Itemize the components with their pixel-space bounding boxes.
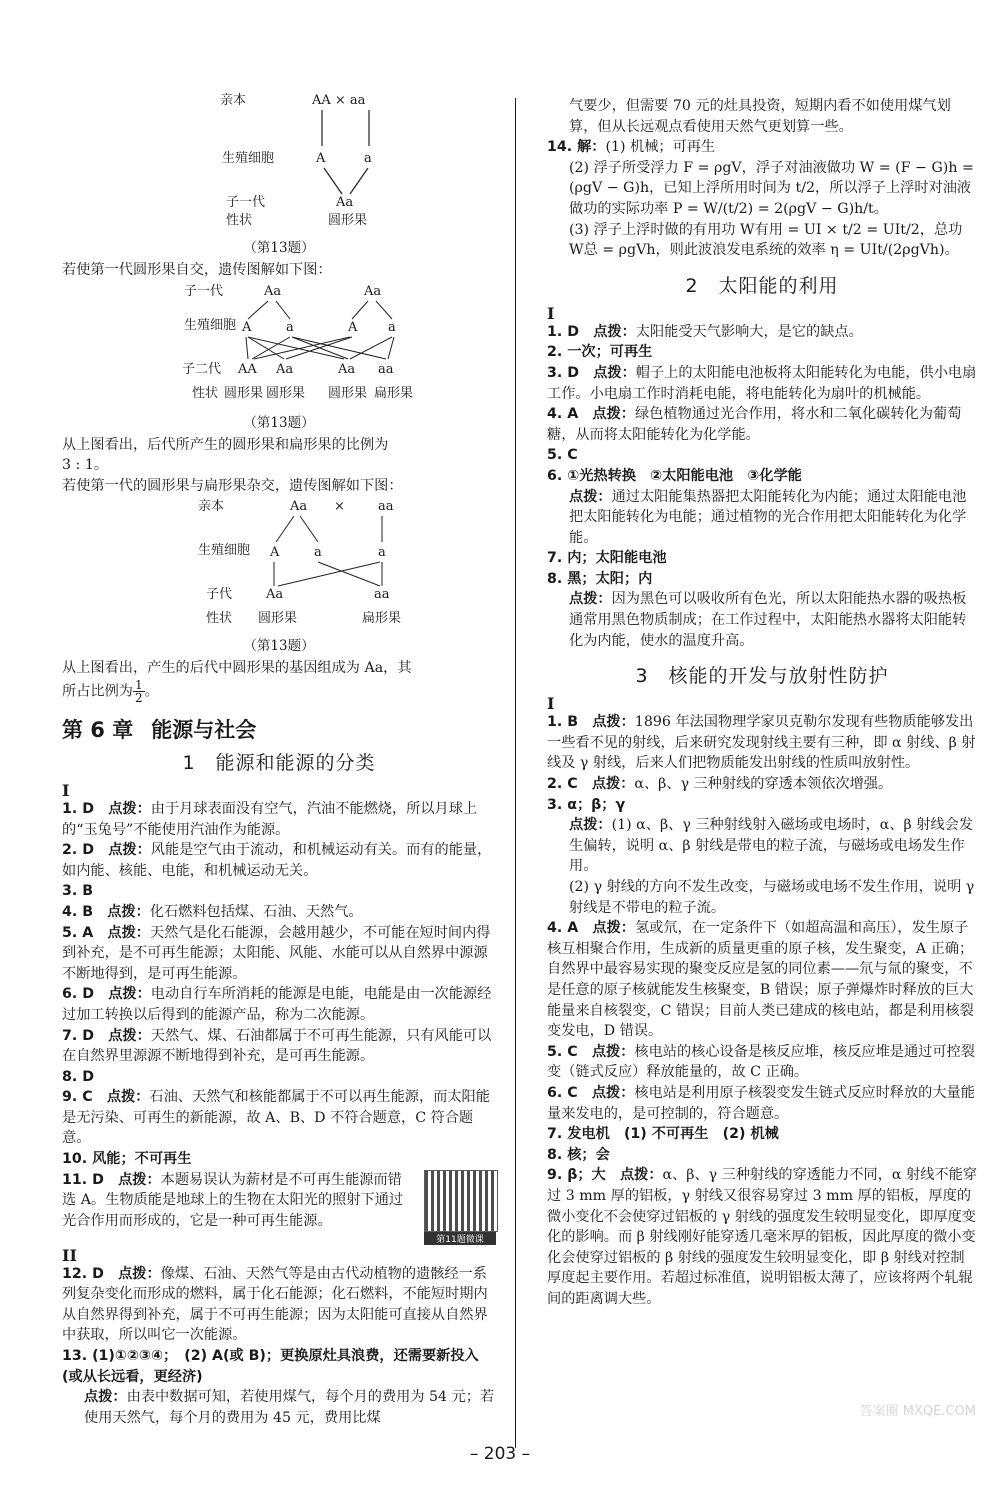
- genetic-diagram-2: [62, 281, 496, 411]
- page-number: – 203 –: [469, 1444, 531, 1464]
- d2-trait-0: 圆形果: [224, 385, 264, 401]
- answer-item: 6. ①光热转换 ②太阳能电池 ③化学能: [547, 467, 802, 484]
- text-4: 从上图看出，产生的后代中圆形果的基因组成为 Aa，其: [62, 660, 412, 677]
- d2-trait-1: 圆形果: [266, 385, 306, 401]
- answer-item: 4. A 点拨：氢或氘，在一定条件下（如超高温和高压），发生原子核互相聚合作用，生成新的质量更重的原子核，发生聚变，A 正确；自然界中最容易实现的聚变反应是氢的同位素——氘与氚的聚变，不是任意的原子核就能发生核聚变，B 错误；原子弹爆炸时释放的巨大能量来自核裂变，C 错误；目前人类已建成的核电站，都是利用核裂变发电，D 错误。: [547, 920, 974, 1040]
- section-3-answers: [547, 712, 977, 1309]
- answer-item: 9. β；大 点拨：α、β、γ 三种射线的穿透能力不同，α 射线不能穿过 3 mm 厚的铝板，γ 射线又很容易穿过 3 mm 厚的铝板，厚度的微小变化不会使穿过铝板的 γ 射线的强度发生较明显变化，即厚度变化的影响。而 β 射线刚好能穿透几毫米厚的铝板，因此厚度的微小变化会使穿过铝板的 β 射线的强度发生较明显变化，即 β 射线对控制厚度起主要作用。若超过标准值，说明铝板太薄了，应该将两个轧辊间的距离调大些。: [547, 1167, 977, 1307]
- d3-row-label-1: 生殖细胞: [198, 543, 251, 559]
- qr-code-label: 第11题微课: [424, 1232, 496, 1245]
- d3-row-label-3: 性状: [206, 611, 233, 627]
- frac-den: 2: [134, 690, 143, 705]
- answer-item: 6. D 点拨：电动自行车所消耗的能源是电能，电能是由一次能源经过加工转换以后得到的能源产品，称为二次能源。: [62, 986, 492, 1023]
- d1-row-label-1: 生殖细胞: [222, 151, 275, 166]
- d1-child: Aa: [336, 195, 354, 210]
- answer-item: 3. D 点拨：帽子上的太阳能电池板将太阳能转化为电能，供小电扇工作。小电扇工作时消耗电能，将电能转化为扇叶的机械能。: [547, 364, 977, 402]
- text-4b-prefix: 所占比例为: [62, 683, 133, 700]
- answer-item: 1. B 点拨：1896 年法国物理学家贝克勒尔发现有些物质能够发出一些看不见的射线，后来研究发现射线主要有三种，即 α 射线、β 射线及 γ 射线，后来人们把物质能发出射线的性质叫放射性。: [547, 714, 976, 772]
- d1-row-label-2: 子一代: [226, 195, 266, 210]
- answer-item: 8. D: [62, 1068, 94, 1085]
- answer-item: 1. D 点拨：由于月球表面没有空气，汽油不能燃烧，所以月球上的“玉兔号”不能使用汽油作为能源。: [62, 800, 478, 838]
- answer-item: 6. C 点拨：核电站是利用原子核裂变发生链式反应时释放的大量能量来发电的，是可控制的，符合题意。: [547, 1084, 975, 1122]
- d2-gamete-1: a: [286, 319, 294, 335]
- answer-item: 9. C 点拨：石油、天然气和核能都属于不可以再生能源，而太阳能是无污染、可再生的新能源，故 A、B、D 不符合题意，C 符合题意。: [62, 1089, 490, 1147]
- qr-code[interactable]: [424, 1170, 496, 1245]
- level-2-marker: II: [62, 1245, 77, 1265]
- d2-parent-1: Aa: [364, 283, 382, 299]
- answer-item: 2. 一次；可再生: [547, 344, 653, 361]
- answer-14-part-2: (2) 浮子所受浮力 F = ρgV，浮子对油液做功 W = (F − G)h = (ρgV − G)h，已知上浮所用时间为 t/2，所以浮子上浮时对油液做功的实际功率 P = W/(t/2) = 2(ρgV − G)h/t。: [569, 159, 974, 217]
- genetic-diagram-1: [62, 88, 496, 238]
- d3-gamete-0: A: [270, 545, 280, 561]
- answer-item: 7. D 点拨：天然气、煤、石油都属于不可再生能源，只有风能可以在自然界里源源不断地得到补充，是可再生能源。: [62, 1027, 492, 1065]
- d3-gamete-1: a: [314, 545, 322, 561]
- text-4b: [62, 679, 496, 704]
- d3-trait-0: 圆形果: [258, 611, 298, 627]
- d3-child-0: Aa: [266, 587, 284, 603]
- d2-row-label-3: 性状: [192, 385, 219, 401]
- level-1-marker-s2: I: [547, 303, 555, 323]
- d2-gamete-0: A: [242, 319, 252, 335]
- section-2-title: 2 太阳能的利用: [685, 274, 839, 297]
- answer-item: 4. A 点拨：绿色植物通过光合作用，将水和二氧化碳转化为葡萄糖，从而将太阳能转化为化学能。: [547, 406, 962, 443]
- answer-item: 12. D 点拨：像煤、石油、天然气等是由古代动植物的遗骸经一系列复杂变化而形成的燃料，属于化石能源；化石燃料，不能短时期内从自然界得到补充，属于不可再生能源；因为太阳能可直接从自然界中获取，所以叫它一次能源。: [62, 1265, 488, 1344]
- answer-item: 7. 发电机 (1) 不可再生 (2) 机械: [547, 1126, 779, 1143]
- genetic-diagram-3: [62, 496, 496, 634]
- d2-row-label-2: 子二代: [182, 361, 222, 377]
- d2-child-0: AA: [238, 361, 257, 377]
- answer-item: 5. C 点拨：核电站的核心设备是核反应堆，核反应堆是通过可控裂变（链式反应）释放能量的，故 C 正确。: [547, 1043, 975, 1081]
- chapter-title: 能源与社会: [151, 717, 257, 742]
- d1-trait: 圆形果: [328, 213, 368, 228]
- answer-item: 点拨：(1) α、β、γ 三种射线射入磁场或电场时，α、β 射线会发生偏转，说明 α、β 射线是带电的粒子流，与磁场或电场发生作用。: [569, 817, 974, 875]
- answer-item: 4. B 点拨：化石燃料包括煤、石油、天然气。: [62, 903, 363, 920]
- section-2-answers: [547, 322, 977, 652]
- d3-parent-cross: ×: [334, 499, 345, 515]
- level-1-marker-s3: I: [547, 694, 555, 714]
- d2-trait-3: 扁形果: [374, 385, 414, 401]
- d3-parent-0: Aa: [290, 499, 308, 515]
- d2-child-1: Aa: [276, 361, 294, 377]
- d2-child-2: Aa: [338, 361, 356, 377]
- section-3-title: 3 核能的开发与放射性防护: [635, 665, 889, 688]
- answer-item: 5. C: [547, 447, 578, 464]
- column-divider: [515, 98, 516, 1448]
- right-column: [547, 96, 977, 1309]
- d1-row-label-3: 性状: [226, 213, 253, 228]
- section-1-title: 1 能源和能源的分类: [182, 751, 376, 774]
- answer-14-part-3: (3) 浮子上浮时做的有用功 W有用 = UI × t/2 = UIt/2，总功 W总 = ρgVh，则此波浪发电系统的效率 η = UIt/(2ρgVh)。: [569, 221, 963, 259]
- answer-item: 8. 黑；太阳；内: [547, 570, 653, 587]
- answer-item: 点拨：因为黑色可以吸收所有色光，所以太阳能热水器的吸热板通常用黑色物质制成；在工作过程中，太阳能热水器将太阳能转化为内能，使水的温度升高。: [569, 591, 967, 649]
- answer-item: 10. 风能；不可再生: [62, 1151, 192, 1168]
- fraction-half: [133, 679, 145, 704]
- watermark-logo: 答案圈 MXQE.COM: [859, 1404, 976, 1419]
- d3-parent-1: aa: [378, 499, 394, 515]
- d3-trait-1: 扁形果: [362, 611, 402, 627]
- text-2: 从上图看出，后代所产生的圆形果和扁形果的比例为: [62, 436, 389, 453]
- qr-code-image: [424, 1170, 498, 1232]
- chapter-number: 第 6 章: [62, 717, 134, 742]
- answer-item: 2. D 点拨：风能是空气由于流动，和机械运动有关。而有的能量，如内能、核能、电能，和机械运动无关。: [62, 842, 492, 879]
- text-1: 若使第一代圆形果自交，遗传图解如下图：: [62, 262, 332, 278]
- continued-text: 气要少，但需要 70 元的灶具投资，短期内看不如使用煤气划算，但从长远观点看使用天然气更划算一些。: [569, 98, 951, 135]
- text-4b-end: 。: [144, 683, 159, 700]
- answer-item: 8. 核；会: [547, 1146, 610, 1163]
- answer-item: 3. B: [62, 883, 94, 900]
- left-column: [62, 88, 496, 1428]
- text-2b: 3 : 1。: [62, 457, 109, 474]
- d2-caption: （第13题）: [243, 414, 315, 431]
- d2-child-3: aa: [378, 361, 394, 377]
- d3-row-label-2: 子代: [206, 587, 233, 603]
- d1-caption: （第13题）: [243, 240, 315, 256]
- answer-item: 11. D 点拨：本题易误认为薪材是不可再生能源而错选 A。生物质能是地球上的生物在太阳光的照射下通过光合作用而形成的，它是一种可再生能源。: [62, 1171, 404, 1229]
- answer-item: 1. D 点拨：太阳能受天气影响大，是它的缺点。: [547, 323, 863, 340]
- section-1-answers: [62, 799, 496, 1428]
- d2-row-label-1: 生殖细胞: [184, 317, 237, 333]
- answer-item: 2. C 点拨：α、β、γ 三种射线的穿透本领依次增强。: [547, 776, 893, 793]
- answer-14: 14. 解：(1) 机械；可再生: [547, 139, 716, 156]
- d3-row-label-0: 亲本: [198, 499, 225, 515]
- d1-parents: AA × aa: [312, 93, 366, 108]
- d2-row-label-0: 子一代: [184, 283, 224, 299]
- d1-gamete-0: A: [316, 151, 326, 166]
- d1-row-label-0: 亲本: [220, 93, 247, 108]
- answer-item: 点拨：通过太阳能集热器把太阳能转化为内能；通过太阳能电池把太阳能转化为电能；通过植物的光合作用把太阳能转化为化学能。: [569, 488, 967, 546]
- answer-item: 5. A 点拨：天然气是化石能源，会越用越少，不可能在短时间内得到补充，是不可再生能源；太阳能、风能、水能可以从自然界中源源不断地得到，是可再生能源。: [62, 924, 491, 982]
- text-3: 若使第一代的圆形果与扁形果杂交，遗传图解如下图：: [62, 477, 403, 494]
- d2-trait-2: 圆形果: [328, 385, 368, 401]
- answer-item: 13. (1)①②③④； (2) A(或 B)；更换原灶具浪费，还需要新投入(或从长远看，更经济): [62, 1348, 479, 1385]
- d2-gamete-2: A: [348, 319, 358, 335]
- d2-gamete-3: a: [388, 319, 396, 335]
- d2-parent-0: Aa: [264, 283, 282, 299]
- frac-num: 1: [134, 677, 143, 692]
- answer-item: 7. 内；太阳能电池: [547, 550, 667, 567]
- level-1-marker: I: [62, 780, 70, 800]
- d3-caption: （第13题）: [243, 638, 315, 655]
- d3-gamete-2: a: [378, 545, 386, 561]
- d3-child-1: aa: [374, 587, 390, 603]
- answer-item: (2) γ 射线的方向不发生改变，与磁场或电场不发生作用，说明 γ 射线是不带电的粒子流。: [569, 879, 975, 916]
- answer-item: 3. α；β；γ: [547, 796, 626, 813]
- answer-item: 点拨：由表中数据可知，若使用煤气，每个月的费用为 54 元；若使用天然气，每个月的费用为 45 元，费用比煤: [84, 1389, 495, 1426]
- answer-item-11: [62, 1170, 496, 1245]
- d1-gamete-1: a: [364, 151, 372, 166]
- chapter-heading: [62, 714, 496, 744]
